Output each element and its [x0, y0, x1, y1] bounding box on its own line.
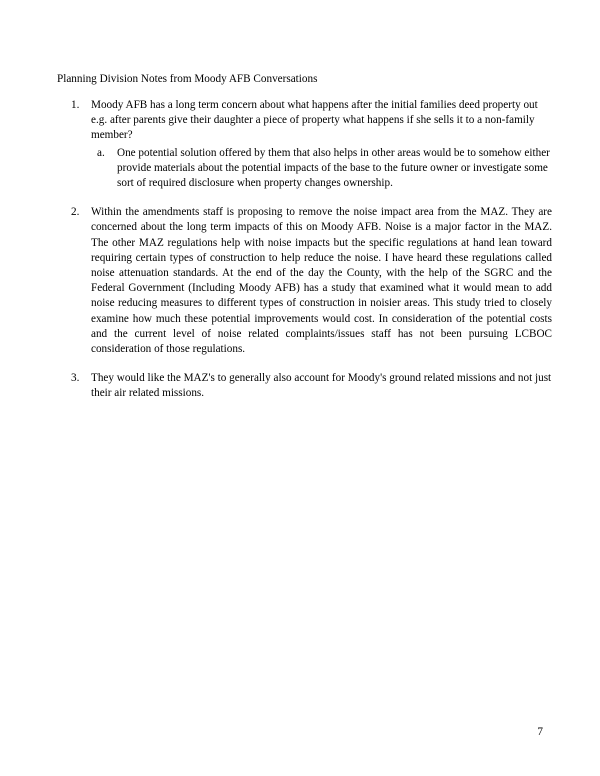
list-item-text: Moody AFB has a long term concern about what happens after the initial families deed property out e.g. after parents give their daughter a piece of property what happens if she sells it to a non-family member?	[91, 99, 538, 142]
list-item	[57, 371, 552, 401]
sub-list-item-marker: a.	[97, 146, 105, 159]
list-item-text: Within the amendments staff is proposing to remove the noise impact area from the MAZ. They are concerned about the long term impacts of this on Moody AFB. Noise is a major factor in the MAZ. The other MAZ regulations help with noise impacts but the specific regulations at hand lean toward requiring certain types of construction to help reduce the noise. I have heard these regulations called noise attenuation standards. At the end of the day the County, with the help of the SGRC and the Federal Government (Including Moody AFB) has a study that examined what it would mean to add noise reducing measures to different types of construction in noisier areas. This study tried to closely examine how much these potential improvements would cost. In consideration of the potential costs and the current level of noise related complaints/issues staff has not been pursuing LCBOC consideration of those regulations.	[91, 206, 552, 356]
notes-list	[57, 98, 552, 416]
page-title: Planning Division Notes from Moody AFB Conversations	[57, 73, 318, 85]
list-item-text: They would like the MAZ's to generally also account for Moody's ground related missions and not just their air related missions.	[91, 372, 552, 400]
sub-list-item-text: One potential solution offered by them that also helps in other areas would be to somehow either provide materials about the potential impacts of the base to the future owner or investigate some sort of required disclosure when property changes ownership.	[117, 146, 550, 190]
list-item	[57, 205, 552, 357]
page-number: 7	[537, 726, 543, 738]
list-item	[57, 98, 552, 191]
list-item-marker: 3.	[71, 372, 80, 385]
list-item-marker: 1.	[71, 99, 80, 111]
list-item-marker: 2.	[71, 206, 80, 219]
sub-list-item	[97, 146, 552, 192]
